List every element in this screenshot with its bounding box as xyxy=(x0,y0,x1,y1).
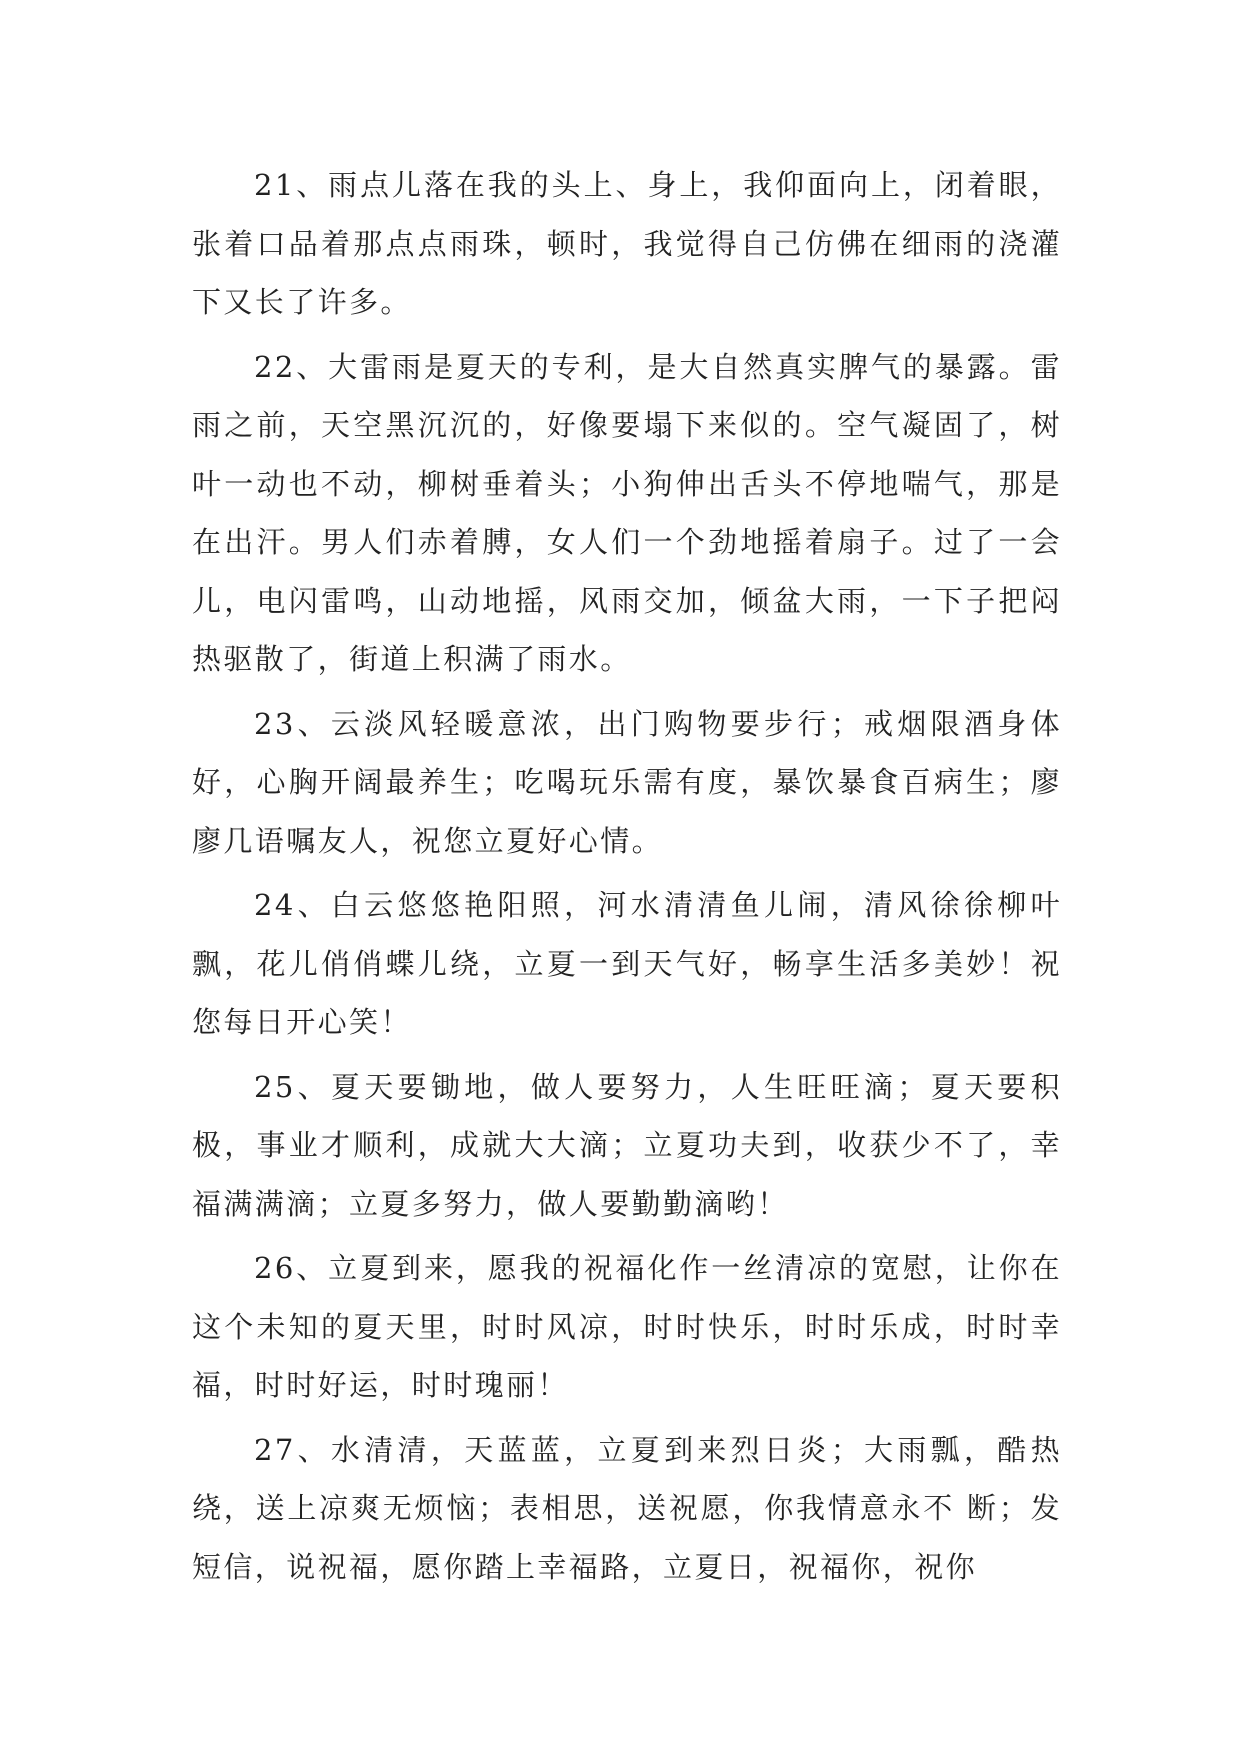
paragraph-25: 25、夏天要锄地，做人要努力，人生旺旺滴；夏天要积极，事业才顺利，成就大大滴；立夏功夫到，收获少不了，幸福满满滴；立夏多努力，做人要勤勤滴哟！ xyxy=(192,1069,1062,1221)
paragraph-27: 27、水清清，天蓝蓝，立夏到来烈日炎；大雨瓢，酷热绕，送上凉爽无烦恼；表相思，送祝愿，你我情意永不 断；发短信，说祝福，愿你踏上幸福路，立夏日，祝福你，祝你 xyxy=(192,1432,1062,1584)
paragraph-22: 22、大雷雨是夏天的专利，是大自然真实脾气的暴露。雷雨之前，天空黑沉沉的，好像要塌下来似的。空气凝固了，树叶一动也不动，柳树垂着头；小狗伸出舌头不停地喘气，那是在出汗。男人们赤着膊，女人们一个劲地摇着扇子。过了一会儿，电闪雷鸣，山动地摇，风雨交加，倾盆大雨，一下子把闷热驱散了，街道上积满了雨水。 xyxy=(192,349,1062,676)
paragraph-26: 26、立夏到来，愿我的祝福化作一丝清凉的宽慰，让你在这个未知的夏天里，时时风凉，时时快乐，时时乐成，时时幸福，时时好运，时时瑰丽！ xyxy=(192,1251,1062,1402)
document-body xyxy=(192,156,1062,1602)
paragraph-21: 21、雨点儿落在我的头上、身上，我仰面向上，闭着眼，张着口品着那点点雨珠，顿时，我觉得自己仿佛在细雨的浇灌下又长了许多。 xyxy=(192,168,1062,319)
paragraph-23: 23、云淡风轻暖意浓，出门购物要步行；戒烟限酒身体好，心胸开阔最养生；吃喝玩乐需有度，暴饮暴食百病生；廖廖几语嘱友人，祝您立夏好心情。 xyxy=(192,706,1062,858)
paragraph-24: 24、白云悠悠艳阳照，河水清清鱼儿闹，清风徐徐柳叶飘，花儿俏俏蝶儿绕，立夏一到天气好，畅享生活多美妙！祝您每日开心笑！ xyxy=(192,888,1062,1039)
